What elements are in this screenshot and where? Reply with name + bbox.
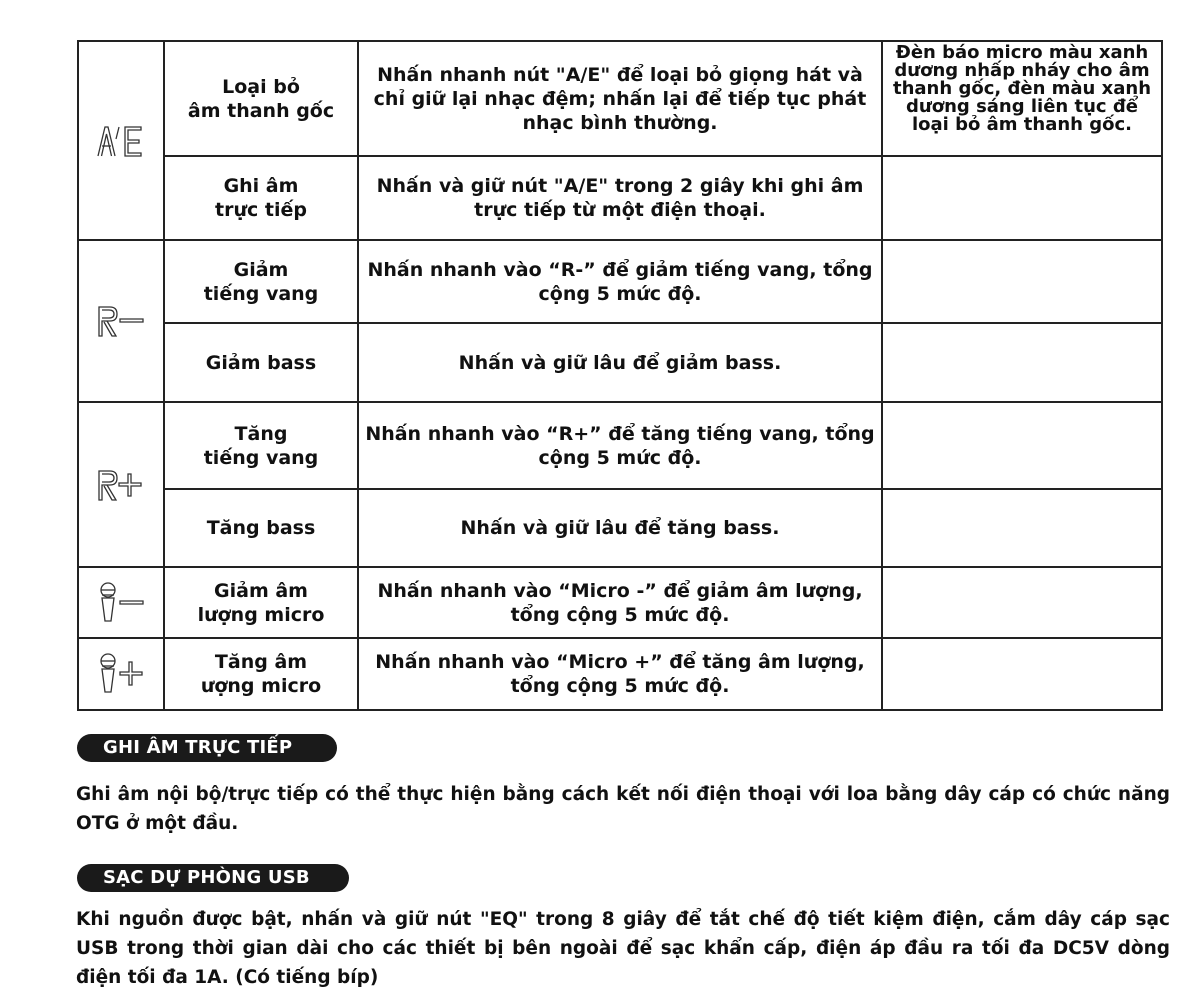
usb-charging-heading: SẠC DỰ PHÒNG USB xyxy=(77,864,349,892)
function-description: Nhấn và giữ nút "A/E" trong 2 giây khi ghi âm trực tiếp từ một điện thoại. xyxy=(358,156,882,240)
function-description: Nhấn nhanh vào “R-” để giảm tiếng vang, tổng cộng 5 mức độ. xyxy=(358,240,882,323)
function-table xyxy=(77,40,1163,711)
indicator-note xyxy=(882,567,1162,638)
mic-minus-icon xyxy=(95,581,147,625)
table-row xyxy=(78,489,1162,567)
mic-plus-icon-cell xyxy=(78,638,164,710)
table-row xyxy=(78,240,1162,323)
function-label: Loại bỏ âm thanh gốc xyxy=(164,41,358,156)
ae-icon-cell xyxy=(78,41,164,240)
function-label: Giảm tiếng vang xyxy=(164,240,358,323)
table-row xyxy=(78,567,1162,638)
table-row xyxy=(78,402,1162,489)
indicator-note xyxy=(882,156,1162,240)
mic-minus-icon-cell xyxy=(78,567,164,638)
function-description: Nhấn và giữ lâu để giảm bass. xyxy=(358,323,882,402)
function-label: Tăng bass xyxy=(164,489,358,567)
indicator-note xyxy=(882,489,1162,567)
reverb-plus-icon-cell xyxy=(78,402,164,567)
reverb-plus-icon xyxy=(95,467,147,503)
function-description: Nhấn và giữ lâu để tăng bass. xyxy=(358,489,882,567)
live-recording-heading: GHI ÂM TRỰC TIẾP xyxy=(77,734,337,762)
mic-plus-icon xyxy=(95,652,147,696)
indicator-note xyxy=(882,240,1162,323)
table-row xyxy=(78,638,1162,710)
function-label: Tăng tiếng vang xyxy=(164,402,358,489)
table-row xyxy=(78,323,1162,402)
indicator-note xyxy=(882,638,1162,710)
indicator-note xyxy=(882,323,1162,402)
function-description: Nhấn nhanh vào “Micro +” để tăng âm lượng, tổng cộng 5 mức độ. xyxy=(358,638,882,710)
table-row xyxy=(78,156,1162,240)
ae-icon xyxy=(95,123,147,159)
function-label: Tăng âm ượng micro xyxy=(164,638,358,710)
function-description: Nhấn nhanh nút "A/E" để loại bỏ giọng hát và chỉ giữ lại nhạc đệm; nhấn lại để tiếp tục phát nhạc bình thường. xyxy=(358,41,882,156)
indicator-note xyxy=(882,402,1162,489)
function-label: Ghi âm trực tiếp xyxy=(164,156,358,240)
reverb-minus-icon-cell xyxy=(78,240,164,402)
indicator-note: Đèn báo micro màu xanh dương nhấp nháy cho âm thanh gốc, đèn màu xanh dương sáng liên tục để loại bỏ âm thanh gốc. xyxy=(882,41,1162,156)
live-recording-text: Ghi âm nội bộ/trực tiếp có thể thực hiện bằng cách kết nối điện thoại với loa bằng dây cáp có chức năng OTG ở một đầu. xyxy=(76,784,1170,834)
table-row xyxy=(78,41,1162,156)
function-description: Nhấn nhanh vào “Micro -” để giảm âm lượng, tổng cộng 5 mức độ. xyxy=(358,567,882,638)
reverb-minus-icon xyxy=(95,303,147,339)
function-description: Nhấn nhanh vào “R+” để tăng tiếng vang, tổng cộng 5 mức độ. xyxy=(358,402,882,489)
function-label: Giảm bass xyxy=(164,323,358,402)
usb-charging-text: Khi nguồn được bật, nhấn và giữ nút "EQ" trong 8 giây để tắt chế độ tiết kiệm điện, cắm dây cáp sạc USB trong thời gian dài cho các thiết bị bên ngoài để sạc khẩn cấp, điện áp đầu ra tối đa DC5V dòng điện tối đa 1A. (Có tiếng bíp) xyxy=(76,909,1170,988)
function-label: Giảm âm lượng micro xyxy=(164,567,358,638)
